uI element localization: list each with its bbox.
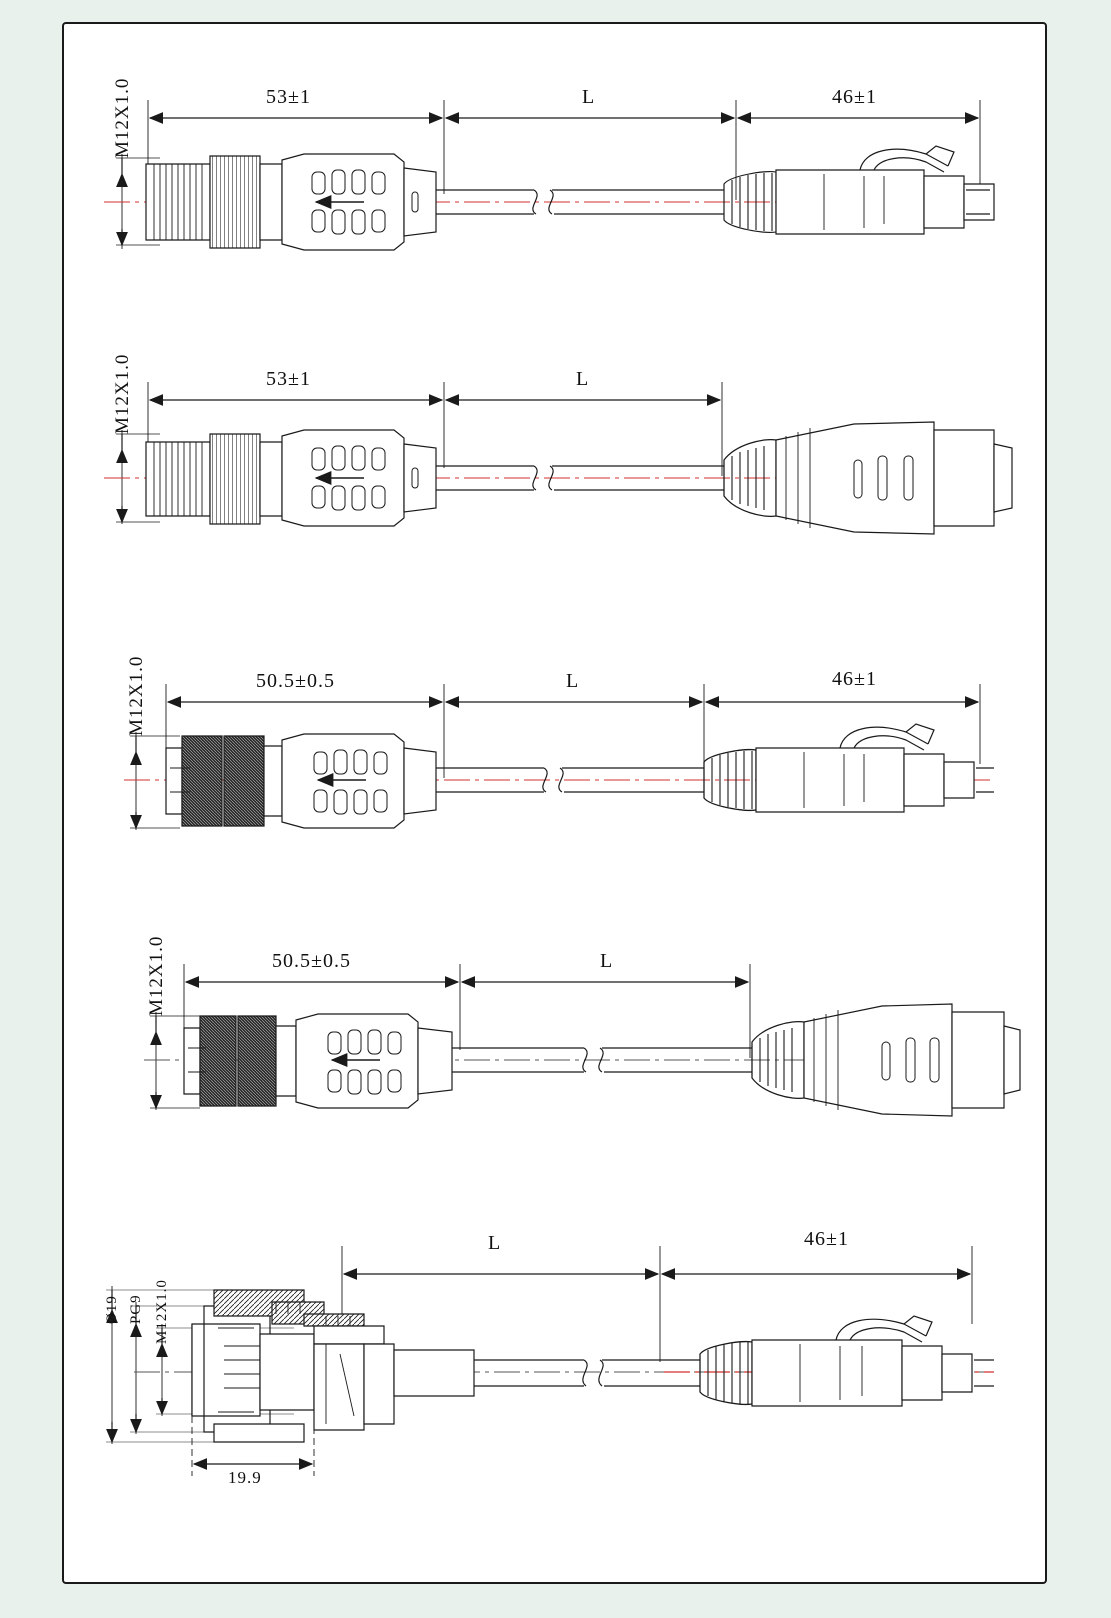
view-2-dim-connector: 53±1 (266, 368, 311, 390)
view-1-dim-cable: L (582, 86, 596, 108)
view-5-graphics (106, 1246, 994, 1476)
view-5-dim-rj45: 46±1 (804, 1228, 849, 1250)
view-5-thread-label: M12X1.0 (154, 1279, 170, 1344)
view-2-dim-cable: L (576, 368, 590, 390)
view-1-dim-connector: 53±1 (266, 86, 311, 108)
view-1-dim-rj45: 46±1 (832, 86, 877, 108)
view-5-gland-label: PG9 (128, 1294, 144, 1324)
view-1-thread-label: M12X1.0 (112, 77, 133, 158)
drawing-sheet (62, 22, 1047, 1584)
view-3-dim-rj45: 46±1 (832, 668, 877, 690)
view-5-diameter-label: Ø19 (104, 1295, 120, 1324)
technical-drawing (64, 24, 1049, 1586)
view-4-dim-connector: 50.5±0.5 (272, 950, 351, 972)
view-1-graphics (104, 100, 994, 250)
view-4-graphics (144, 964, 1020, 1116)
view-4-thread-label: M12X1.0 (146, 935, 167, 1016)
view-5-dim-cable: L (488, 1232, 502, 1254)
view-3-graphics (124, 684, 994, 830)
view-2-graphics (104, 382, 1012, 534)
view-3-dim-cable: L (566, 670, 580, 692)
view-4-dim-cable: L (600, 950, 614, 972)
view-3-thread-label: M12X1.0 (126, 655, 147, 736)
view-5-dim-depth: 19.9 (228, 1468, 262, 1487)
view-2-thread-label: M12X1.0 (112, 353, 133, 434)
view-3-dim-connector: 50.5±0.5 (256, 670, 335, 692)
